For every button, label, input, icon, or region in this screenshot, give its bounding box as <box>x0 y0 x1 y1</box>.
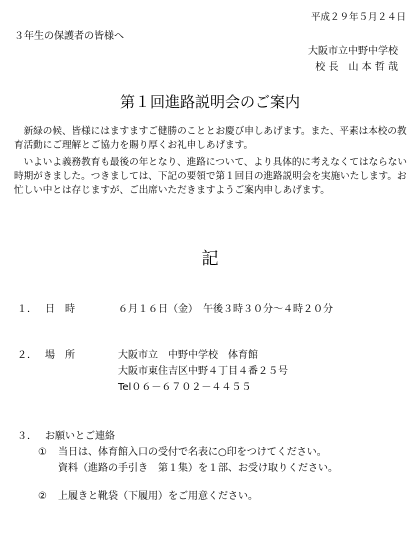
item-2-number: ２． <box>17 350 37 361</box>
document-date: 平成２９年５月２４日 <box>310 12 406 23</box>
item-3-number: ３． <box>17 431 37 442</box>
request-1-text-2: 資料（進路の手引き 第１集）を１部、お受け取りください。 <box>58 463 338 474</box>
item-2-label: 場 所 <box>45 350 75 361</box>
place-name: 大阪市立 中野中学校 体育館 <box>118 350 258 361</box>
request-2-text: 上履きと靴袋（下履用）をご用意ください。 <box>58 491 258 502</box>
item-1-label: 日 時 <box>45 304 75 315</box>
addressee: ３年生の保護者の皆様へ <box>14 31 124 42</box>
place-phone: Tel０６－６７０２－４４５５ <box>118 382 252 393</box>
request-2-marker: ② <box>38 491 47 502</box>
item-1-number: １． <box>17 304 37 315</box>
body-paragraph-2: いよいよ義務教育も最後の年となり、進路について、より具体的に考えなくてはならない時期がきました。つきましては、下記の要領で第１回目の進路説明会を実施いたします。お忙しい中とは存じますが、ご出席いただきますようご案内申しあげます。 <box>14 157 407 196</box>
document-title: 第１回進路説明会のご案内 <box>119 93 300 111</box>
request-1-text: 当日は、体育館入口の受付で名表に○印をつけてください。 <box>58 447 327 458</box>
body-paragraph-1: 新緑の候、皆様にはますますご健勝のこととお慶び申しあげます。また、平素は本校の教育活動にご理解とご協力を賜り厚くお礼申しあげます。 <box>14 126 407 151</box>
item-1-value: ６月１６日（金） 午後３時３０分～４時２０分 <box>118 304 333 315</box>
item-3-label: お願いとご連絡 <box>45 431 115 442</box>
school-name: 大阪市立中野中学校 <box>308 46 398 57</box>
place-address: 大阪市東住吉区中野４丁目４番２５号 <box>118 366 288 377</box>
request-1-marker: ① <box>38 447 47 458</box>
principal-name: 校 長 山 本 哲 哉 <box>315 62 398 73</box>
ki-heading: 記 <box>201 249 219 269</box>
